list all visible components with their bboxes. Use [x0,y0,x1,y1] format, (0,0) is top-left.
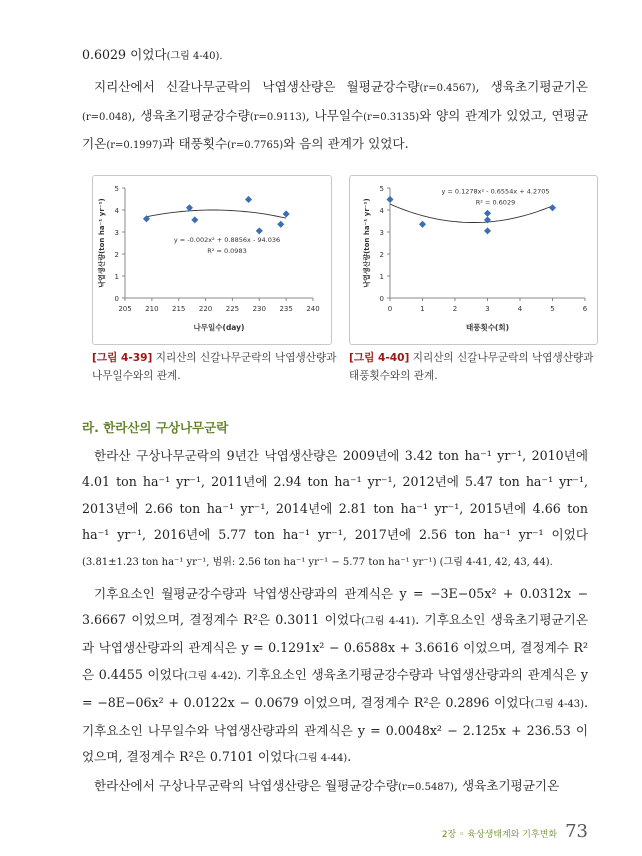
page-footer [82,801,588,842]
x-tick-label: 4 [517,305,523,314]
data-point [191,217,198,224]
figure-ref: (그림 4-43) [530,698,584,710]
text: 와 음의 관계가 있었다. [283,135,409,151]
section-heading: 라. 한라산의 구상나무군락 [82,420,229,436]
x-tick-label: 5 [550,305,555,314]
summary-ref: (3.81±1.23 ton ha⁻¹ yr⁻¹, 범위: 2.56 ton ha⁻¹ yr⁻¹ − 5.77 ton ha⁻¹ yr⁻¹) (그림 4-41, 42, 43, 44). [82,557,553,569]
r-value: (r=0.048) [82,111,132,123]
chart-figure-4-40 [349,175,598,345]
y-tick-label: 3 [114,229,119,238]
x-tick-label: 205 [118,305,132,314]
text: 한라산에서 구상나무군락의 낙엽생산량은 월평균강수량 [94,777,398,793]
text: 0.6029 이었다 [82,47,167,62]
text: , 생육초기평균기온 [453,777,560,793]
x-tick-label: 215 [172,305,186,314]
data-point [277,221,284,228]
text: 기후요소인 월평균강수량과 낙엽생산량과의 관계식은 y = −3E−05x² + 0.0312x − 3.6667 이었으며, 결정계수 R²은 0.3011 이었다 [82,585,588,627]
x-axis-label: 나무일수(day) [193,323,245,333]
data-point [549,204,556,211]
x-tick-label: 0 [387,305,393,314]
y-tick-label: 1 [379,273,384,282]
x-tick-label: 235 [279,305,293,314]
text: 과 태풍횟수 [162,135,228,151]
text: , 나무일수 [305,107,364,123]
x-tick-label: 240 [306,305,320,314]
paragraph-hallasan-production [82,443,588,576]
text: , 생육초기평균강수량 [131,107,250,123]
figure-ref: (그림 4-44) [294,753,348,765]
r-value: (r=0.3135) [363,111,420,123]
y-tick-label: 5 [379,185,384,194]
y-axis-label: 낙엽생산량(ton ha⁻¹ yr⁻¹) [98,198,106,288]
r-squared-label: R² = 0.0983 [207,247,247,256]
figure-row [92,175,594,385]
y-tick-label: 0 [114,295,119,304]
figure-ref: (그림 4-42) [184,670,238,682]
y-tick-label: 4 [114,207,119,216]
x-tick-label: 230 [252,305,266,314]
text: 와 양의 관계가 있었고, 연평균기온 [82,107,588,151]
y-tick-label: 5 [114,185,119,194]
caption-figure-4-39 [92,349,337,385]
x-axis-label: 태풍횟수(회) [465,323,510,333]
data-point [245,196,252,203]
trend-equation: y = -0.002x² + 0.8856x - 94.036 [173,236,281,245]
figure-4-40 [349,175,598,385]
caption-figure-4-40 [349,349,594,385]
y-tick-label: 2 [114,251,119,260]
y-tick-label: 4 [379,207,384,216]
figure-number: [그림 4-40] [349,352,410,365]
figure-ref: (그림 4-40). [166,51,223,62]
y-tick-label: 0 [379,295,384,304]
data-point [484,228,491,235]
paragraph-hallasan-correlation [82,773,588,801]
r-value: (r=0.7765) [227,139,284,151]
trendline [147,210,287,218]
x-tick-label: 3 [485,305,490,314]
chapter-footer: 2장 ◦ 육상생태계와 기후변화 [441,830,558,841]
data-point [419,221,426,228]
page-number: 73 [565,821,588,843]
y-tick-label: 2 [379,251,384,260]
paragraph-jirisan [82,74,588,159]
figure-4-39 [92,175,337,385]
y-axis-label: 낙엽생산량(ton ha⁻¹ yr⁻¹) [363,198,371,288]
figure-number: [그림 4-39] [92,352,153,365]
caption-text: 지리산의 신갈나무군락의 낙엽생산량과 나무일수와의 관계. [92,352,337,383]
text: . 기후요소인 생육초기평균기온과 낙엽생산량과의 관계식은 y = 0.1291x² − 0.6588x + 3.6616 이었으며, 결정계수 R²은 0.4455 이었다 [82,611,588,682]
r-value: (r=0.4567) [419,83,476,95]
trend-equation: y = 0.1278x² - 0.6554x + 4.2705 [441,187,550,196]
chart-figure-4-39 [92,175,332,345]
text: , 생육초기평균기온 [475,79,588,95]
y-tick-label: 1 [114,273,119,282]
scatter-chart [350,176,597,344]
r-value: (r=0.9113) [249,111,306,123]
r-squared-label: R² = 0.6029 [475,198,516,207]
text: 지리산에서 신갈나무군락의 낙엽생산량은 월평균강수량 [94,79,420,95]
text: 한라산 구상나무군락의 9년간 낙엽생산량은 2009년에 3.42 ton ha⁻¹ yr⁻¹, 2010년에 4.01 ton ha⁻¹ yr⁻¹, 2011년에 2.94 ton ha⁻¹ yr⁻¹, 2012년에 5.47 ton ha⁻¹ yr⁻¹, 2013년에 2.66 ton ha⁻¹ yr⁻¹, 2014년에 2.81 ton ha⁻¹ yr⁻¹, 2015년에 4.66 ton ha⁻¹ yr⁻¹, 2016년에 5.77 ton ha⁻¹ yr⁻¹, 2017년에 2.56 ton ha⁻¹ yr⁻¹ 이었다 [82,448,588,543]
r-value: (r=0.5487) [397,781,454,793]
y-tick-label: 3 [379,229,384,238]
text: . [347,749,352,765]
data-point [386,196,393,203]
caption-text: 지리산의 신갈나무군락의 낙엽생산량과 태풍횟수와의 관계. [349,352,594,383]
x-tick-label: 1 [420,305,425,314]
x-tick-label: 2 [452,305,458,314]
scatter-chart [93,176,331,344]
x-tick-label: 210 [145,305,159,314]
x-tick-label: 220 [198,305,213,314]
data-point [283,211,290,218]
x-tick-label: 225 [225,305,240,314]
trendline [390,204,553,223]
data-point [256,228,263,235]
r-value: (r=0.1997) [106,139,163,151]
figure-ref: (그림 4-41) [361,615,416,627]
paragraph-regression [82,581,588,773]
x-tick-label: 6 [582,305,588,314]
text: . 기후요소인 생육초기평균강수량과 낙엽생산량과의 관계식은 y = −8E−06x² + 0.0122x − 0.0679 이었으며, 결정계수 R²은 0.2896 이었다 [82,666,588,710]
paragraph-continuation [82,42,588,70]
data-point [484,210,491,217]
text: . 기후요소인 나무일수와 낙엽생산량과의 관계식은 y = 0.0048x² − 2.125x + 236.53 이었으며, 결정계수 R²은 0.7101 이었다 [82,694,588,765]
